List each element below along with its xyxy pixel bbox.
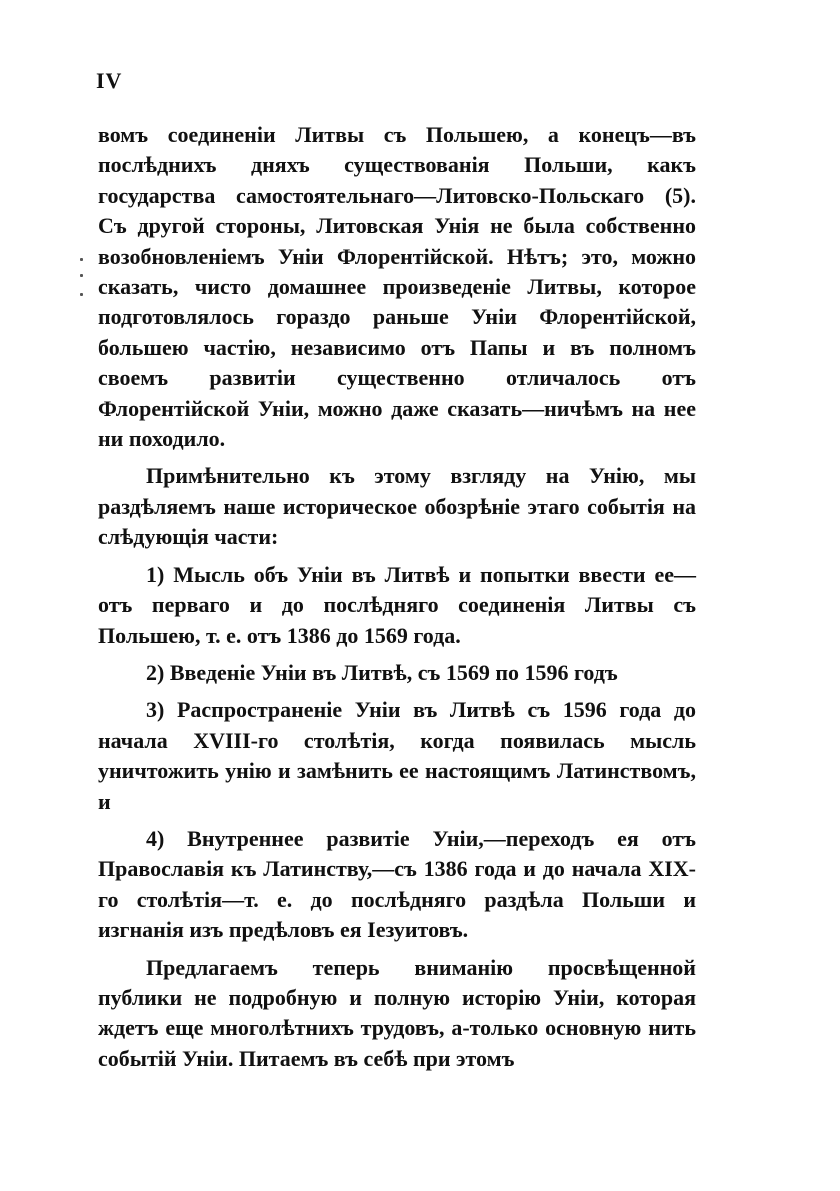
list-item-4: 4) Внутреннее развитіе Уніи,—переходъ ея отъ Православія къ Латинству,—съ 1386 года и до начала XIX-го столѣтія—т. е. до послѣдняго раздѣла Польши и изгнанія изъ предѣловъ ея Іезуитовъ. xyxy=(98,825,696,943)
list-item-2: 2) Введеніе Уніи въ Литвѣ, съ 1569 по 1596 годъ xyxy=(146,659,618,685)
body-text xyxy=(98,120,696,1074)
paragraph-closing: Предлагаемъ теперь вниманію просвѣщенной публики не подробную и полную исторію Уніи, которая ждетъ еще многолѣтнихъ трудовъ, а-только основную нить событій Уніи. Питаемъ въ себѣ при этомъ xyxy=(98,954,696,1071)
page-number: IV xyxy=(96,68,123,93)
list-item-1: 1) Мысль объ Уніи въ Литвѣ и попытки ввести ее—отъ перваго и до послѣдняго соединенія Литвы съ Польшею, т. е. отъ 1386 до 1569 года. xyxy=(98,561,696,648)
margin-mark xyxy=(80,258,83,261)
paragraph-continuation: вомъ соединеніи Литвы съ Польшею, а конецъ—въ послѣднихъ дняхъ существованія Польши, какъ государства самостоятельнаго—Литовско-Польскаго (5). Съ другой стороны, Литовская Унія не была собственно возобновленіемъ Уніи Флорентійской. Нѣтъ; это, можно сказать, чисто домашнее произведеніе Литвы, которое подготовлялось гораздо раньше Уніи Флорентійской, большею частію, независимо отъ Папы и въ полномъ своемъ развитіи существенно отличалось отъ Флорентійской Уніи, можно даже сказать—ничѣмъ на нее ни походило. xyxy=(98,122,696,452)
margin-mark xyxy=(80,274,83,277)
margin-mark xyxy=(80,293,83,296)
list-item-3: 3) Распространеніе Уніи въ Литвѣ съ 1596 года до начала XVIII-го столѣтія, когда появилась мысль уничтожить унію и замѣнить ее настоящимъ Латинствомъ, и xyxy=(98,697,696,814)
paragraph-division-intro: Примѣнительно къ этому взгляду на Унію, мы раздѣляемъ наше историческое обозрѣніе этаго событія на слѣдующія части: xyxy=(98,463,696,550)
